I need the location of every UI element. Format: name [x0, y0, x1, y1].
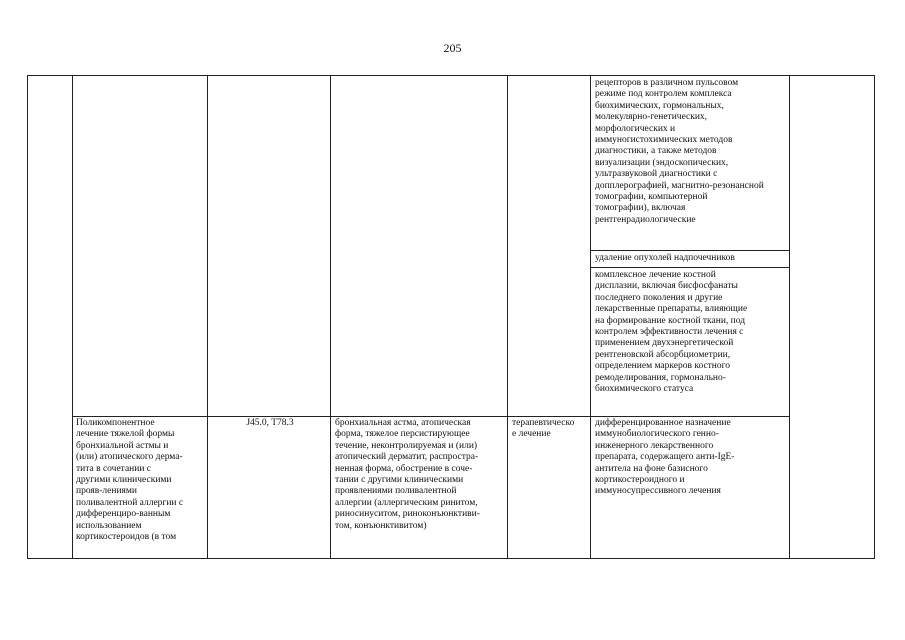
method-cell-divider — [590, 250, 790, 251]
method-cell: дифференцированное назначение иммунобиологического генно- инженерного лекарственного препарата, содержащего анти-IgE- антитела на фоне базисного кортикостероидного и иммуносупрессивного лечения — [595, 418, 735, 497]
column-divider — [590, 75, 591, 559]
method-cell-divider — [590, 267, 790, 268]
column-divider — [789, 75, 790, 559]
table-border — [27, 75, 28, 559]
care-type-name-cell: Поликомпонентное лечение тяжелой формы бронхиальной астмы и (или) атопического дерма- тита в сочетании с другими клиническими прояв-лениями поливалентной аллергии с дифференциро-ванным использованием кортикостероидов (в том — [76, 418, 184, 543]
medical-care-table — [27, 75, 875, 559]
treatment-type-cell: терапевтическо е лечение — [512, 418, 575, 440]
table-border — [874, 75, 875, 559]
page-number: 205 — [443, 41, 462, 55]
column-divider — [330, 75, 331, 559]
icd-codes-cell: J45.0, T78.3 — [246, 418, 294, 428]
method-cell: удаление опухолей надпочечников — [595, 253, 735, 263]
method-cell: рецепторов в различном пульсовом режиме под контролем комплекса биохимических, гормональных, молекулярно-генетических, морфологических и иммуногистохимических методов диагностики, а также методов визуализации (эндоскопических, ультразвуковой диагностики с допплерографией, магнитно-резонансной томографии, компьютерной томографии), включая рентгенрадиологические — [595, 78, 764, 225]
method-cell: комплексное лечение костной дисплазии, включая бисфосфанаты последнего поколения и другие лекарственные препараты, влияющие на формирование костной ткани, под контролем эффективности лечения с применением двухэнергетической рентгеновской абсорбциометрии, определением маркеров костного ремоделирования, гормонально- биохимического статуса — [595, 270, 748, 395]
patient-model-cell: бронхиальная астма, атопическая форма, тяжелое персистирующее течение, неконтролируемая и (или) атопический дерматит, распростра- ненная форма, обострение в соче- тании с другими клиническими проявлениями поливалентной аллергии (аллергическим ринитом, риносинуситом, риноконъюнктиви- том, конъюнктивитом) — [335, 418, 480, 531]
column-divider — [507, 75, 508, 559]
table-border — [27, 75, 875, 76]
column-divider — [207, 75, 208, 559]
table-border — [27, 558, 875, 559]
column-divider — [72, 75, 73, 559]
row-divider — [72, 416, 789, 417]
